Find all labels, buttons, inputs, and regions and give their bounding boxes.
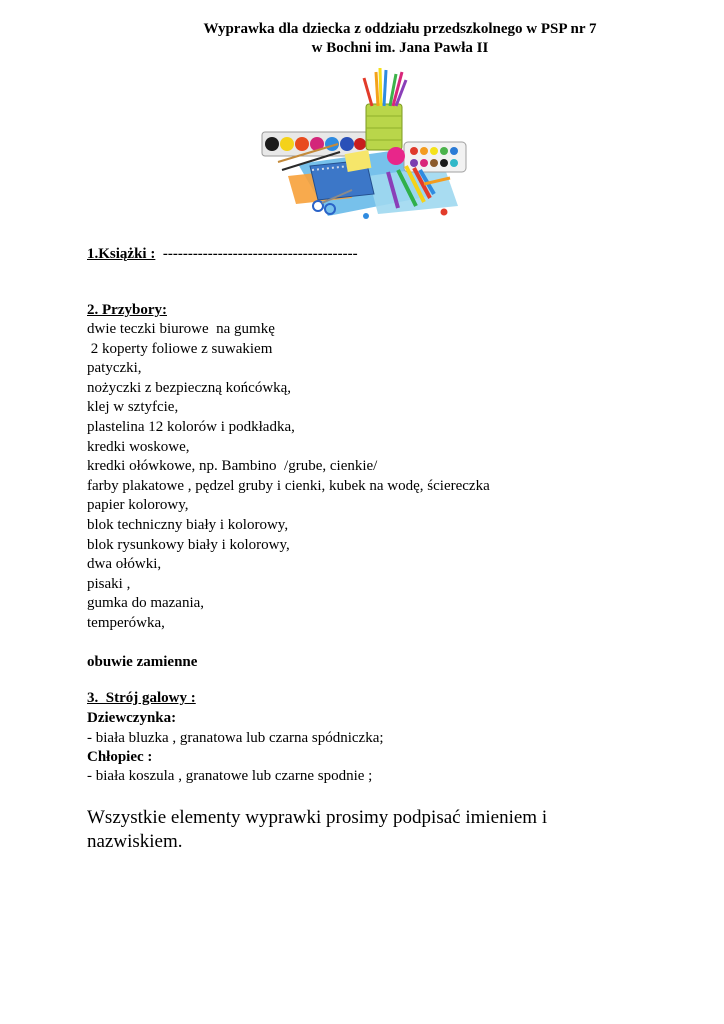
document-title-line-2: w Bochni im. Jana Pawła II xyxy=(311,40,489,56)
list-item: 2 koperty foliowe z suwakiem xyxy=(87,340,273,357)
list-item: patyczki, xyxy=(87,360,142,377)
shoes-label: obuwie zamienne xyxy=(87,654,198,670)
list-item: gumka do mazania, xyxy=(87,595,205,612)
list-item: nożyczki z bezpieczną końcówką, xyxy=(87,379,292,396)
boy-outfit-text: - biała koszula , granatowe lub czarne spodnie ; xyxy=(87,768,373,784)
list-item: blok techniczny biały i kolorowy, xyxy=(87,516,289,533)
boy-label: Chłopiec : xyxy=(87,749,153,765)
list-item: dwa ołówki, xyxy=(87,556,162,573)
outfit-section-heading xyxy=(87,689,196,708)
girl-outfit-text: - biała bluzka , granatowa lub czarna spódniczka; xyxy=(87,730,384,746)
list-item: pisaki , xyxy=(87,575,131,592)
list-item: klej w sztyfcie, xyxy=(87,399,179,416)
books-section xyxy=(87,245,358,264)
supplies-list xyxy=(87,320,490,634)
school-supplies-illustration xyxy=(248,66,476,222)
list-item: kredki woskowe, xyxy=(87,438,190,455)
list-item: plastelina 12 kolorów i podkładka, xyxy=(87,418,295,435)
list-item: kredki ołówkowe, np. Bambino /grube, cienkie/ xyxy=(87,458,378,475)
supplies-section-label: 2. Przybory: xyxy=(87,302,167,318)
list-item: blok rysunkowy biały i kolorowy, xyxy=(87,536,290,553)
list-item: farby plakatowe , pędzel gruby i cienki, kubek na wodę, ściereczka xyxy=(87,477,490,494)
closing-note: Wszystkie elementy wyprawki prosimy podpisać imieniem i nazwiskiem. xyxy=(87,807,548,852)
books-section-dashes: --------------------------------------- xyxy=(155,246,358,262)
list-item: papier kolorowy, xyxy=(87,497,189,514)
books-section-label: 1.Książki : xyxy=(87,246,156,262)
supplies-section-heading xyxy=(87,301,167,320)
outfit-section-label: 3. Strój galowy : xyxy=(87,690,196,706)
document-title-line-1: Wyprawka dla dziecka z oddziału przedszkolnego w PSP nr 7 xyxy=(203,21,597,37)
girl-label: Dziewczynka: xyxy=(87,710,177,726)
list-item: dwie teczki biurowe na gumkę xyxy=(87,321,275,337)
list-item: temperówka, xyxy=(87,614,165,631)
